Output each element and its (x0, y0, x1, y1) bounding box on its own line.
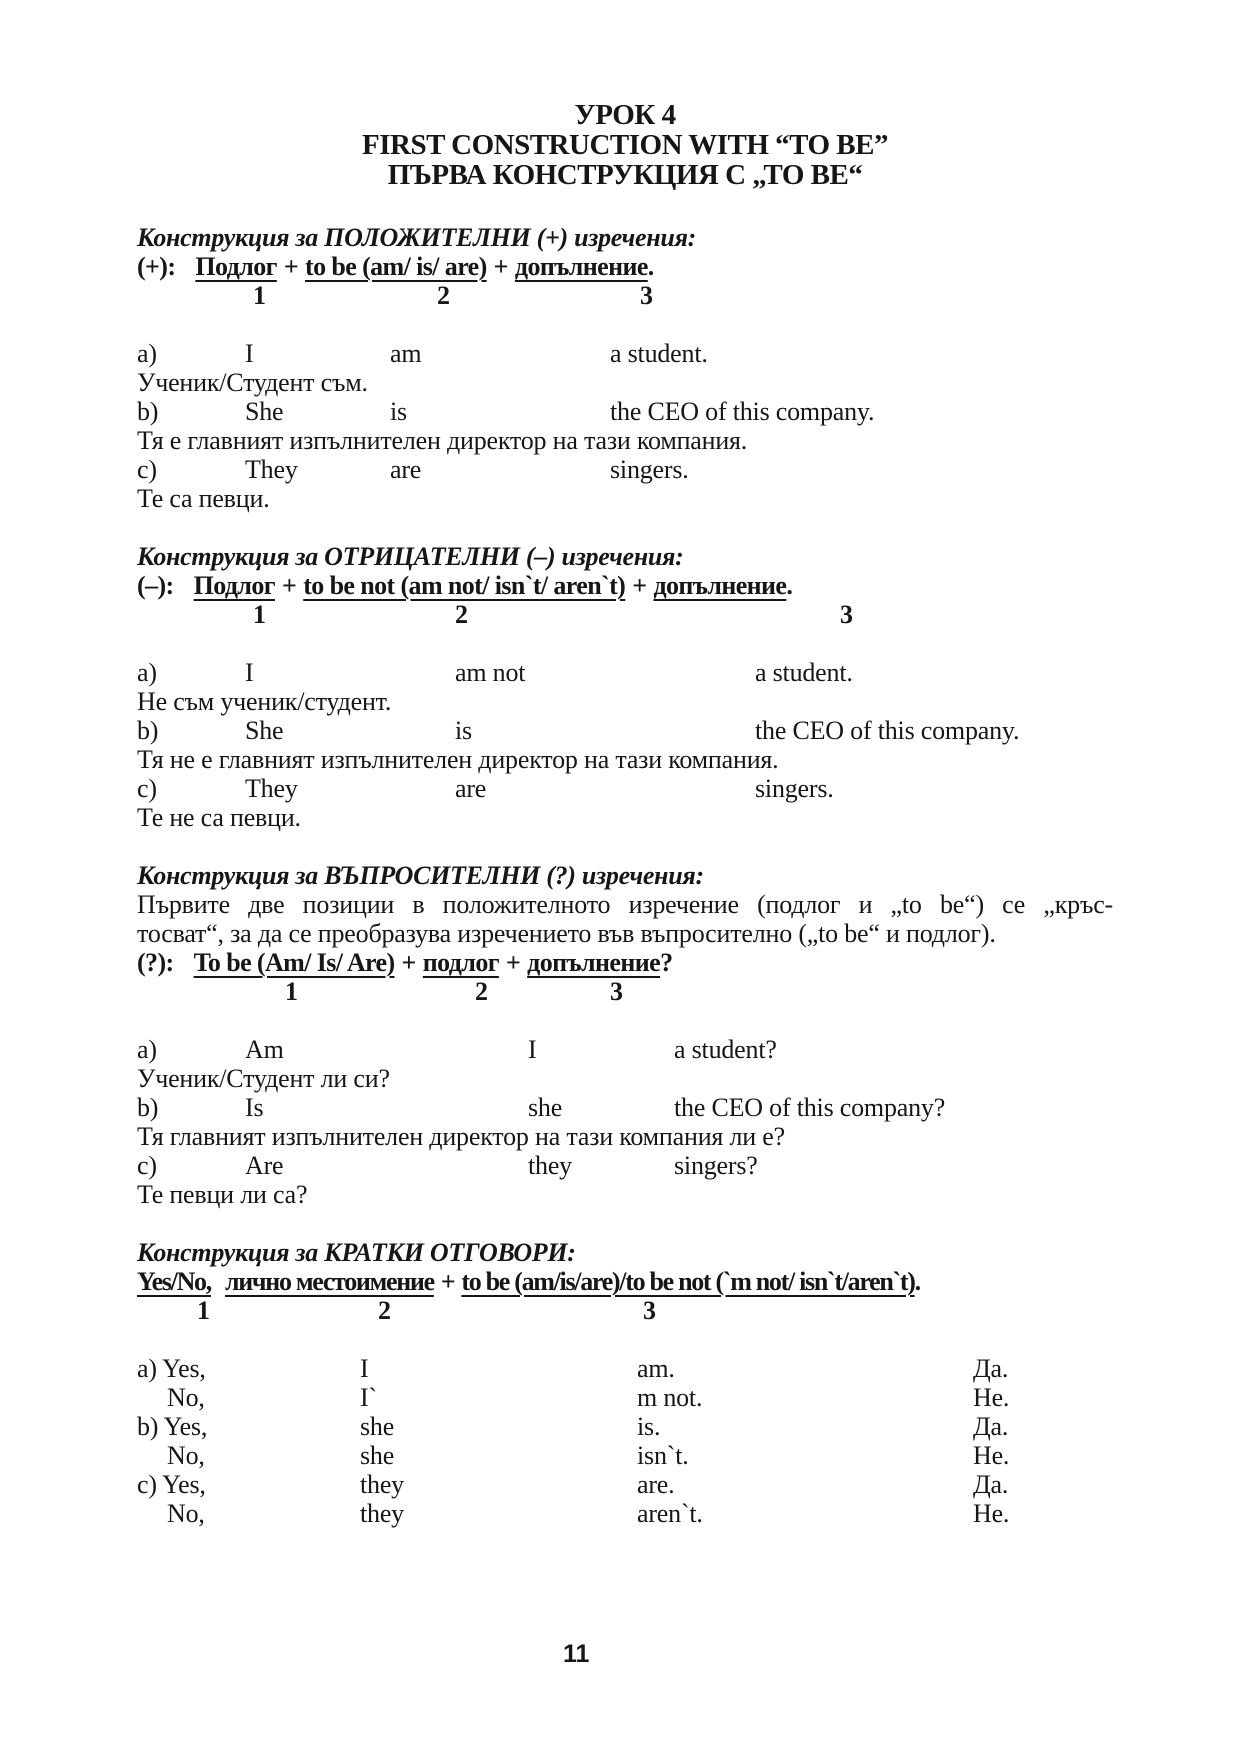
example-col2: are (455, 774, 487, 803)
section-header: Конструкция за КРАТКИ ОТГОВОРИ: (137, 1238, 576, 1267)
translation-line: Не съм ученик/студент. (137, 687, 392, 716)
explanation-line-1: Първите две позиции в положителното изречение (подлог и „to be“) се „кръс- (137, 890, 1113, 919)
position-number-3: 3 (640, 281, 653, 310)
section-header: Конструкция за ОТРИЦАТЕЛНИ (–) изречения: (137, 542, 684, 571)
answer-bulgarian: Не. (973, 1383, 1010, 1412)
example-col3: singers? (674, 1151, 758, 1180)
answer-pronoun: they (360, 1470, 404, 1499)
answer-label: a) Yes, (137, 1354, 206, 1383)
answer-bulgarian: Не. (973, 1441, 1010, 1470)
example-col2: she (528, 1093, 563, 1122)
formula-part-verb: to be not (am not/ isn`t/ aren`t) (303, 571, 626, 600)
formula-part-pronoun: лично местоимение (224, 1267, 434, 1296)
position-number-3: 3 (610, 977, 623, 1006)
answer-pronoun: she (360, 1412, 395, 1441)
formula-terminal: ? (660, 948, 673, 977)
plus-sign: + (632, 571, 647, 600)
formula-part-complement: допълнение (514, 252, 648, 281)
answer-pronoun: I (360, 1354, 369, 1383)
translation-line: Тя не е главният изпълнителен директор на тази компания. (137, 745, 779, 774)
answer-bulgarian: Да. (973, 1412, 1009, 1441)
example-row (137, 658, 1113, 687)
example-row (137, 716, 1113, 745)
formula-part-subject: подлог (422, 948, 499, 977)
example-row (137, 1035, 1113, 1064)
example-col2: am not (455, 658, 526, 687)
translation-line: Ученик/Студент съм. (137, 368, 368, 397)
example-col3: singers. (610, 455, 689, 484)
example-col1: I (245, 339, 254, 368)
short-answer-row (137, 1412, 1113, 1441)
short-answer-row (137, 1441, 1113, 1470)
translation-line: Те са певци. (137, 484, 270, 513)
example-label: a) (137, 658, 157, 687)
translation-line: Те не са певци. (137, 803, 301, 832)
position-number-2: 2 (475, 977, 488, 1006)
position-number-1: 1 (285, 977, 298, 1006)
example-col2: they (528, 1151, 572, 1180)
translation-line: Тя главният изпълнителен директор на тази компания ли е? (137, 1122, 785, 1151)
plus-sign: + (440, 1267, 455, 1296)
example-row (137, 1151, 1113, 1180)
position-number-1: 1 (253, 600, 266, 629)
answer-label: No, (167, 1441, 205, 1470)
position-numbers (137, 1296, 1113, 1325)
answer-verb: am. (637, 1354, 675, 1383)
answer-verb: m not. (637, 1383, 703, 1412)
short-answer-row (137, 1354, 1113, 1383)
answer-bulgarian: Да. (973, 1354, 1009, 1383)
example-col1: They (245, 455, 298, 484)
construction-formula (137, 1267, 1113, 1296)
section-positive (137, 223, 1113, 513)
example-col2: am (390, 339, 422, 368)
example-col3: the CEO of this company. (610, 397, 875, 426)
lesson-title-en: FIRST CONSTRUCTION WITH “TO BE” (362, 129, 888, 161)
answer-label: No, (167, 1499, 205, 1528)
section-header: Конструкция за ПОЛОЖИТЕЛНИ (+) изречения: (137, 223, 697, 252)
example-col2: I (528, 1035, 537, 1064)
formula-part-complement: допълнение (653, 571, 787, 600)
translation-line: Ученик/Студент ли си? (137, 1064, 390, 1093)
example-col1: She (245, 716, 284, 745)
answer-label: c) Yes, (137, 1470, 206, 1499)
example-label: b) (137, 397, 159, 426)
formula-part-yes-no: Yes/No, (137, 1267, 211, 1296)
formula-terminal: . (786, 571, 793, 600)
answer-verb: are. (637, 1470, 675, 1499)
example-row (137, 1093, 1113, 1122)
page-content (137, 100, 1113, 1528)
example-col1: Am (245, 1035, 284, 1064)
example-col2: is (455, 716, 472, 745)
examples-block (137, 1035, 1113, 1209)
formula-terminal: . (647, 252, 654, 281)
formula-part-verb: to be (am/ is/ are) (305, 252, 487, 281)
short-answers-block (137, 1354, 1113, 1528)
example-label: a) (137, 339, 157, 368)
formula-part-verb: To be (Am/ Is/ Are) (193, 948, 395, 977)
answer-label: No, (167, 1383, 205, 1412)
section-header: Конструкция за ВЪПРОСИТЕЛНИ (?) изречения: (137, 861, 704, 890)
construction-formula (137, 252, 1113, 281)
position-number-2: 2 (378, 1296, 391, 1325)
short-answer-row (137, 1499, 1113, 1528)
plus-sign: + (283, 252, 299, 281)
formula-prefix: (–): (137, 571, 174, 600)
position-number-2: 2 (437, 281, 450, 310)
translation-line: Тя е главният изпълнителен директор на тази компания. (137, 426, 748, 455)
plus-sign: + (505, 948, 521, 977)
position-number-1: 1 (197, 1296, 210, 1325)
answer-verb: aren`t. (637, 1499, 703, 1528)
example-col3: a student. (610, 339, 708, 368)
translation-line: Те певци ли са? (137, 1180, 308, 1209)
formula-part-subject: Подлог (193, 571, 275, 600)
position-numbers (137, 977, 1113, 1006)
example-col1: They (245, 774, 298, 803)
example-label: c) (137, 1151, 157, 1180)
example-col3: singers. (755, 774, 834, 803)
short-answer-row (137, 1470, 1113, 1499)
position-numbers (137, 600, 1113, 629)
example-col3: the CEO of this company. (755, 716, 1020, 745)
answer-bulgarian: Да. (973, 1470, 1009, 1499)
example-col1: Are (245, 1151, 284, 1180)
formula-part-subject: Подлог (195, 252, 277, 281)
example-col1: She (245, 397, 284, 426)
answer-pronoun: I` (360, 1383, 377, 1412)
example-col3: a student? (674, 1035, 777, 1064)
title-block (137, 100, 1113, 190)
short-answer-row (137, 1383, 1113, 1412)
position-number-3: 3 (840, 600, 853, 629)
position-numbers (137, 281, 1113, 310)
position-number-3: 3 (643, 1296, 656, 1325)
construction-formula (137, 571, 1113, 600)
formula-prefix: (?): (137, 948, 174, 977)
example-label: b) (137, 1093, 159, 1122)
example-col3: a student. (755, 658, 853, 687)
plus-sign: + (401, 948, 416, 977)
section-short-answers (137, 1238, 1113, 1528)
position-number-1: 1 (253, 281, 266, 310)
examples-block (137, 339, 1113, 513)
explanation-line-2: тосват“, за да се преобразува изречението във въпросително („to be“ и подлог). (137, 919, 996, 948)
answer-pronoun: she (360, 1441, 395, 1470)
explanation-paragraph (137, 890, 1113, 948)
example-row (137, 455, 1113, 484)
position-number-2: 2 (455, 600, 468, 629)
example-col2: is (390, 397, 407, 426)
formula-part-verb: to be (am/is/are)/to be not (`m not/ isn`t/aren`t) (461, 1267, 915, 1296)
page-number: 11 (563, 1640, 590, 1668)
example-label: a) (137, 1035, 157, 1064)
section-negative (137, 542, 1113, 832)
formula-part-complement: допълнение (527, 948, 661, 977)
construction-formula (137, 948, 1113, 977)
example-row (137, 397, 1113, 426)
lesson-number-title: УРОК 4 (574, 99, 676, 131)
example-label: b) (137, 716, 159, 745)
answer-bulgarian: Не. (973, 1499, 1010, 1528)
plus-sign: + (493, 252, 508, 281)
answer-verb: is. (637, 1412, 661, 1441)
example-row (137, 339, 1113, 368)
example-col1: I (245, 658, 254, 687)
answer-pronoun: they (360, 1499, 404, 1528)
lesson-title-bg: ПЪРВА КОНСТРУКЦИЯ С „ТО ВЕ“ (387, 159, 863, 191)
example-col3: the CEO of this company? (674, 1093, 946, 1122)
answer-verb: isn`t. (637, 1441, 689, 1470)
answer-label: b) Yes, (137, 1412, 208, 1441)
example-label: c) (137, 455, 157, 484)
example-col1: Is (245, 1093, 264, 1122)
formula-prefix: (+): (137, 252, 176, 281)
example-label: c) (137, 774, 157, 803)
examples-block (137, 658, 1113, 832)
example-row (137, 774, 1113, 803)
section-interrogative (137, 861, 1113, 1209)
plus-sign: + (282, 571, 297, 600)
example-col2: are (390, 455, 422, 484)
formula-terminal: . (914, 1267, 920, 1296)
